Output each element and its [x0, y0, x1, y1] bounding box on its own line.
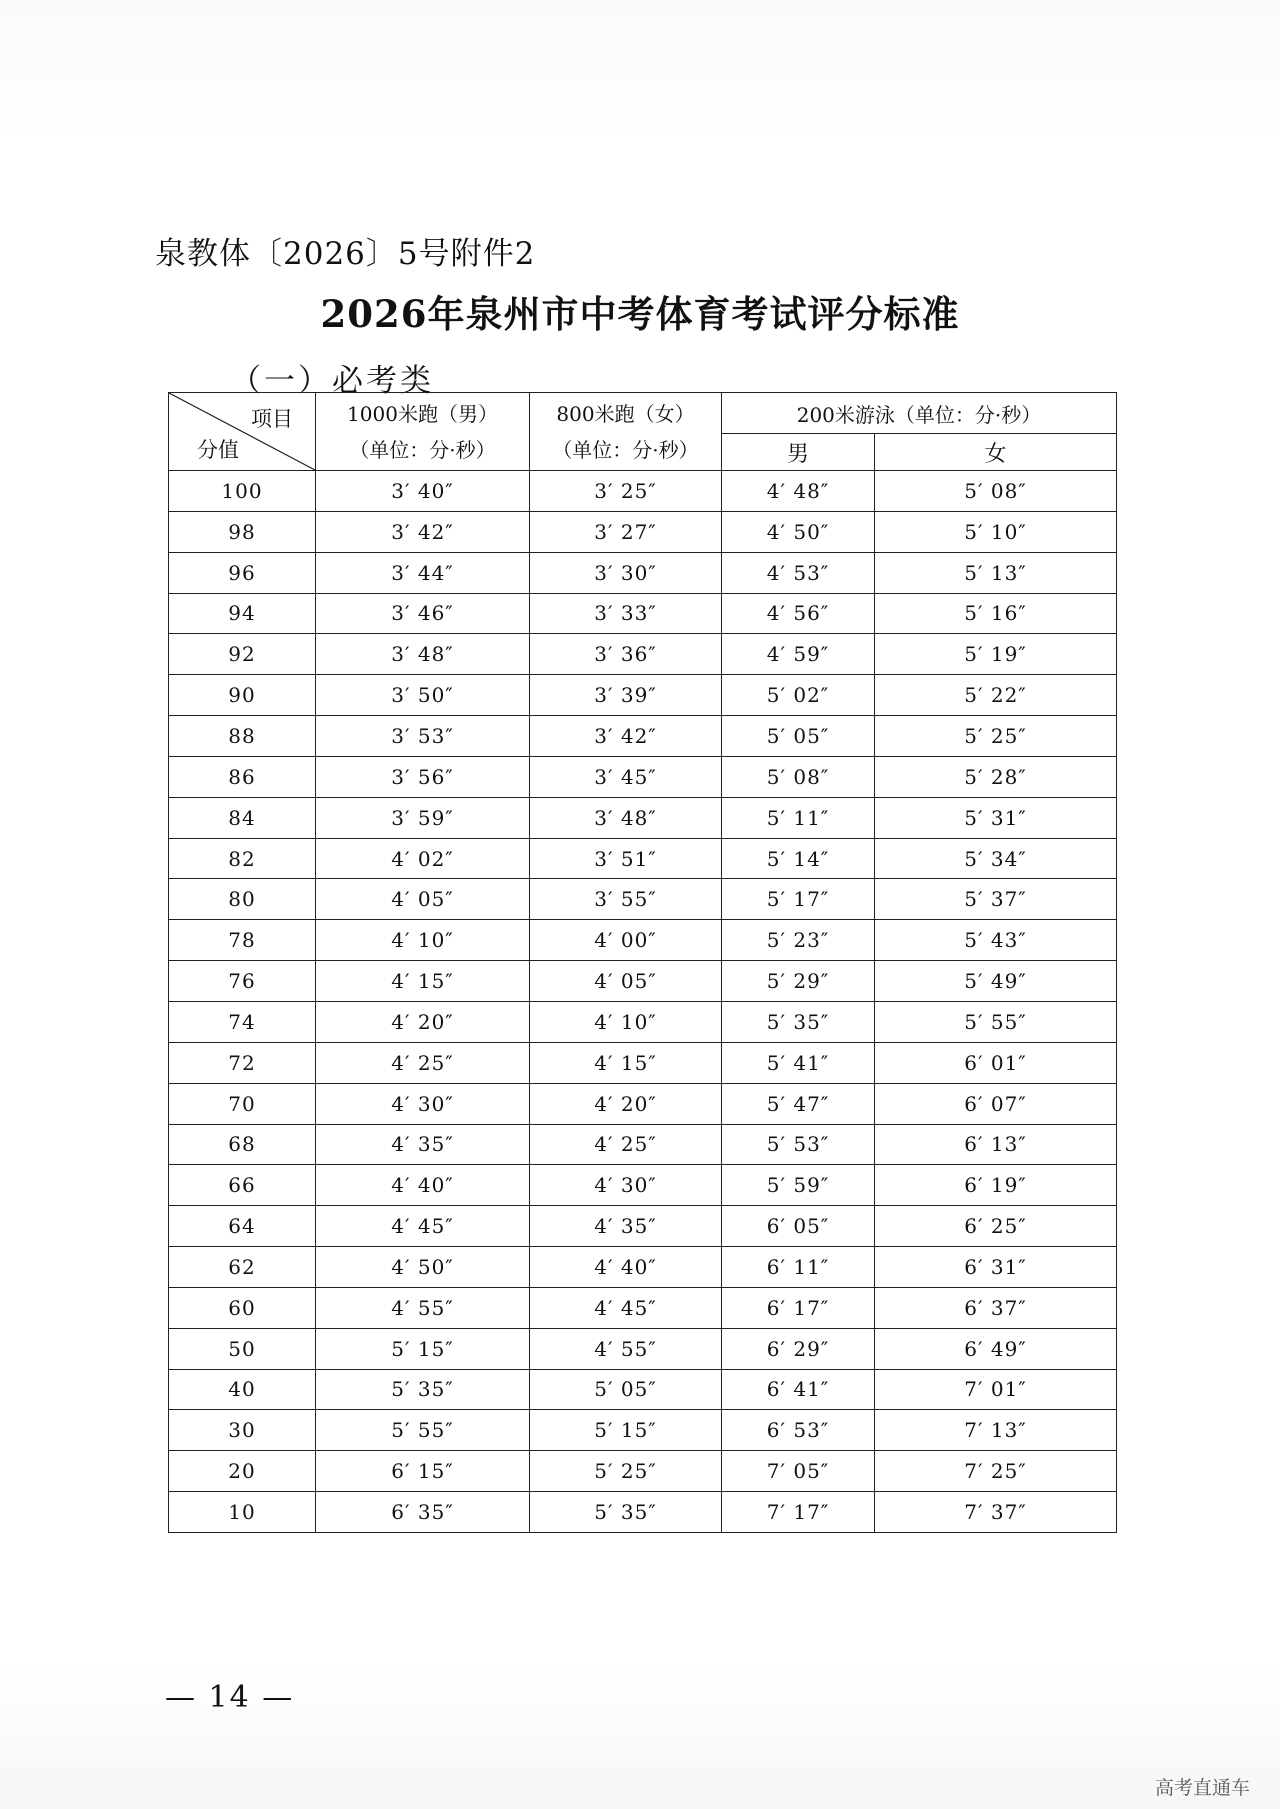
swim-male-cell: 6′ 53″ — [722, 1410, 875, 1451]
swim-female-cell: 6′ 19″ — [875, 1165, 1117, 1206]
run-1000m-cell: 3′ 46″ — [316, 593, 530, 634]
run-1000m-cell: 3′ 50″ — [316, 675, 530, 716]
swim-male-cell: 7′ 17″ — [722, 1492, 875, 1533]
swim-male-cell: 5′ 35″ — [722, 1001, 875, 1042]
swim-male-cell: 6′ 41″ — [722, 1369, 875, 1410]
score-cell: 30 — [169, 1410, 316, 1451]
swim-male-cell: 5′ 02″ — [722, 675, 875, 716]
run-1000m-cell: 6′ 15″ — [316, 1451, 530, 1492]
table-row — [169, 1328, 1117, 1369]
table-row — [169, 961, 1117, 1002]
run-800m-cell: 4′ 00″ — [530, 920, 722, 961]
header-800m-run — [530, 393, 722, 471]
run-800m-cell: 3′ 45″ — [530, 756, 722, 797]
table-row — [169, 920, 1117, 961]
score-cell: 80 — [169, 879, 316, 920]
swim-female-cell: 6′ 37″ — [875, 1287, 1117, 1328]
swim-female-cell: 6′ 25″ — [875, 1206, 1117, 1247]
header-score-label: 分值 — [197, 438, 239, 462]
run-800m-cell: 3′ 33″ — [530, 593, 722, 634]
header-1000m-title: 1000米跑（男） — [347, 401, 498, 426]
run-1000m-cell: 3′ 59″ — [316, 797, 530, 838]
run-1000m-cell: 4′ 55″ — [316, 1287, 530, 1328]
swim-male-cell: 4′ 50″ — [722, 511, 875, 552]
run-800m-cell: 3′ 30″ — [530, 552, 722, 593]
score-cell: 40 — [169, 1369, 316, 1410]
diagonal-line — [169, 393, 315, 470]
score-cell: 88 — [169, 716, 316, 757]
score-cell: 78 — [169, 920, 316, 961]
swim-female-cell: 5′ 55″ — [875, 1001, 1117, 1042]
run-800m-cell: 5′ 15″ — [530, 1410, 722, 1451]
run-800m-cell: 5′ 35″ — [530, 1492, 722, 1533]
swim-male-cell: 6′ 29″ — [722, 1328, 875, 1369]
table-row — [169, 756, 1117, 797]
swim-male-cell: 5′ 23″ — [722, 920, 875, 961]
swim-female-cell: 5′ 31″ — [875, 797, 1117, 838]
run-800m-cell: 4′ 30″ — [530, 1165, 722, 1206]
table-row — [169, 1165, 1117, 1206]
swim-male-cell: 4′ 53″ — [722, 552, 875, 593]
score-cell: 74 — [169, 1001, 316, 1042]
table-row — [169, 1492, 1117, 1533]
swim-male-cell: 7′ 05″ — [722, 1451, 875, 1492]
run-1000m-cell: 4′ 15″ — [316, 961, 530, 1002]
score-cell: 92 — [169, 634, 316, 675]
score-cell: 50 — [169, 1328, 316, 1369]
table-row — [169, 879, 1117, 920]
score-cell: 10 — [169, 1492, 316, 1533]
page-title: 2026年泉州市中考体育考试评分标准 — [320, 292, 960, 336]
score-cell: 62 — [169, 1247, 316, 1288]
run-800m-cell: 4′ 45″ — [530, 1287, 722, 1328]
run-1000m-cell: 5′ 55″ — [316, 1410, 530, 1451]
table-header — [169, 393, 1117, 471]
swim-female-cell: 7′ 01″ — [875, 1369, 1117, 1410]
swim-female-cell: 7′ 25″ — [875, 1451, 1117, 1492]
table-row — [169, 1287, 1117, 1328]
header-swim-male: 男 — [722, 434, 875, 471]
swim-male-cell: 6′ 05″ — [722, 1206, 875, 1247]
swim-female-cell: 5′ 13″ — [875, 552, 1117, 593]
table-row — [169, 511, 1117, 552]
swim-female-cell: 6′ 07″ — [875, 1083, 1117, 1124]
run-1000m-cell: 3′ 40″ — [316, 471, 530, 512]
header-1000m-run — [316, 393, 530, 471]
swim-female-cell: 7′ 13″ — [875, 1410, 1117, 1451]
run-1000m-cell: 5′ 35″ — [316, 1369, 530, 1410]
run-1000m-cell: 4′ 25″ — [316, 1042, 530, 1083]
swim-male-cell: 4′ 56″ — [722, 593, 875, 634]
header-800m-unit: （单位：分·秒） — [552, 437, 699, 462]
score-cell: 76 — [169, 961, 316, 1002]
score-cell: 84 — [169, 797, 316, 838]
run-800m-cell: 4′ 15″ — [530, 1042, 722, 1083]
run-800m-cell: 4′ 40″ — [530, 1247, 722, 1288]
run-1000m-cell: 3′ 44″ — [316, 552, 530, 593]
header-200m-swim: 200米游泳（单位：分·秒） — [722, 393, 1117, 434]
table-row — [169, 1001, 1117, 1042]
swim-male-cell: 5′ 17″ — [722, 879, 875, 920]
run-1000m-cell: 3′ 56″ — [316, 756, 530, 797]
score-cell: 100 — [169, 471, 316, 512]
run-800m-cell: 5′ 25″ — [530, 1451, 722, 1492]
score-cell: 90 — [169, 675, 316, 716]
table-row — [169, 593, 1117, 634]
swim-male-cell: 5′ 05″ — [722, 716, 875, 757]
swim-female-cell: 6′ 13″ — [875, 1124, 1117, 1165]
table-row — [169, 797, 1117, 838]
watermark: 高考直通车 — [1154, 1777, 1250, 1799]
run-1000m-cell: 4′ 40″ — [316, 1165, 530, 1206]
score-cell: 82 — [169, 838, 316, 879]
table-row — [169, 716, 1117, 757]
document-number: 泉教体〔2026〕5号附件2 — [155, 236, 536, 272]
run-1000m-cell: 3′ 53″ — [316, 716, 530, 757]
table-row — [169, 1247, 1117, 1288]
run-800m-cell: 3′ 51″ — [530, 838, 722, 879]
run-1000m-cell: 4′ 20″ — [316, 1001, 530, 1042]
swim-female-cell: 5′ 25″ — [875, 716, 1117, 757]
swim-male-cell: 6′ 17″ — [722, 1287, 875, 1328]
swim-female-cell: 5′ 22″ — [875, 675, 1117, 716]
run-800m-cell: 3′ 36″ — [530, 634, 722, 675]
run-800m-cell: 3′ 39″ — [530, 675, 722, 716]
header-item-label: 项目 — [251, 407, 293, 431]
swim-male-cell: 5′ 29″ — [722, 961, 875, 1002]
score-cell: 70 — [169, 1083, 316, 1124]
run-1000m-cell: 4′ 02″ — [316, 838, 530, 879]
page-number: — 14 — — [165, 1680, 295, 1715]
table-row — [169, 675, 1117, 716]
section-heading: （一）必考类 — [230, 363, 434, 399]
run-800m-cell: 4′ 25″ — [530, 1124, 722, 1165]
table-row — [169, 1206, 1117, 1247]
run-1000m-cell: 4′ 30″ — [316, 1083, 530, 1124]
table-row — [169, 1083, 1117, 1124]
swim-male-cell: 5′ 14″ — [722, 838, 875, 879]
run-800m-cell: 4′ 05″ — [530, 961, 722, 1002]
score-cell: 72 — [169, 1042, 316, 1083]
run-800m-cell: 3′ 48″ — [530, 797, 722, 838]
table-row — [169, 1369, 1117, 1410]
run-800m-cell: 4′ 10″ — [530, 1001, 722, 1042]
swim-male-cell: 4′ 48″ — [722, 471, 875, 512]
table-row — [169, 1042, 1117, 1083]
score-cell: 60 — [169, 1287, 316, 1328]
header-swim-female: 女 — [875, 434, 1117, 471]
swim-male-cell: 4′ 59″ — [722, 634, 875, 675]
swim-female-cell: 7′ 37″ — [875, 1492, 1117, 1533]
run-1000m-cell: 6′ 35″ — [316, 1492, 530, 1533]
swim-female-cell: 5′ 10″ — [875, 511, 1117, 552]
score-cell: 98 — [169, 511, 316, 552]
table-row — [169, 1410, 1117, 1451]
table-body — [169, 471, 1117, 1533]
run-800m-cell: 4′ 35″ — [530, 1206, 722, 1247]
score-cell: 20 — [169, 1451, 316, 1492]
swim-female-cell: 5′ 08″ — [875, 471, 1117, 512]
swim-female-cell: 5′ 19″ — [875, 634, 1117, 675]
run-800m-cell: 4′ 20″ — [530, 1083, 722, 1124]
swim-female-cell: 6′ 49″ — [875, 1328, 1117, 1369]
swim-female-cell: 5′ 16″ — [875, 593, 1117, 634]
run-800m-cell: 3′ 25″ — [530, 471, 722, 512]
table-row — [169, 634, 1117, 675]
score-cell: 86 — [169, 756, 316, 797]
swim-female-cell: 5′ 28″ — [875, 756, 1117, 797]
header-1000m-unit: （单位：分·秒） — [349, 437, 496, 462]
table-row — [169, 1124, 1117, 1165]
score-cell: 64 — [169, 1206, 316, 1247]
swim-male-cell: 6′ 11″ — [722, 1247, 875, 1288]
swim-female-cell: 6′ 31″ — [875, 1247, 1117, 1288]
swim-male-cell: 5′ 08″ — [722, 756, 875, 797]
score-cell: 68 — [169, 1124, 316, 1165]
run-800m-cell: 3′ 42″ — [530, 716, 722, 757]
run-1000m-cell: 4′ 35″ — [316, 1124, 530, 1165]
table-row — [169, 471, 1117, 512]
run-1000m-cell: 4′ 05″ — [316, 879, 530, 920]
swim-female-cell: 5′ 43″ — [875, 920, 1117, 961]
run-1000m-cell: 5′ 15″ — [316, 1328, 530, 1369]
score-cell: 66 — [169, 1165, 316, 1206]
run-1000m-cell: 4′ 45″ — [316, 1206, 530, 1247]
swim-male-cell: 5′ 41″ — [722, 1042, 875, 1083]
run-800m-cell: 4′ 55″ — [530, 1328, 722, 1369]
scoring-table — [168, 392, 1117, 1533]
run-1000m-cell: 3′ 42″ — [316, 511, 530, 552]
run-1000m-cell: 4′ 10″ — [316, 920, 530, 961]
swim-male-cell: 5′ 53″ — [722, 1124, 875, 1165]
run-1000m-cell: 4′ 50″ — [316, 1247, 530, 1288]
swim-female-cell: 5′ 37″ — [875, 879, 1117, 920]
score-cell: 96 — [169, 552, 316, 593]
run-800m-cell: 3′ 27″ — [530, 511, 722, 552]
run-1000m-cell: 3′ 48″ — [316, 634, 530, 675]
table-row — [169, 838, 1117, 879]
swim-female-cell: 5′ 49″ — [875, 961, 1117, 1002]
diagonal-header-cell — [169, 393, 316, 471]
swim-male-cell: 5′ 59″ — [722, 1165, 875, 1206]
swim-female-cell: 6′ 01″ — [875, 1042, 1117, 1083]
score-cell: 94 — [169, 593, 316, 634]
run-800m-cell: 5′ 05″ — [530, 1369, 722, 1410]
swim-male-cell: 5′ 47″ — [722, 1083, 875, 1124]
table-row — [169, 552, 1117, 593]
run-800m-cell: 3′ 55″ — [530, 879, 722, 920]
swim-female-cell: 5′ 34″ — [875, 838, 1117, 879]
header-800m-title: 800米跑（女） — [556, 401, 695, 426]
table-row — [169, 1451, 1117, 1492]
swim-male-cell: 5′ 11″ — [722, 797, 875, 838]
